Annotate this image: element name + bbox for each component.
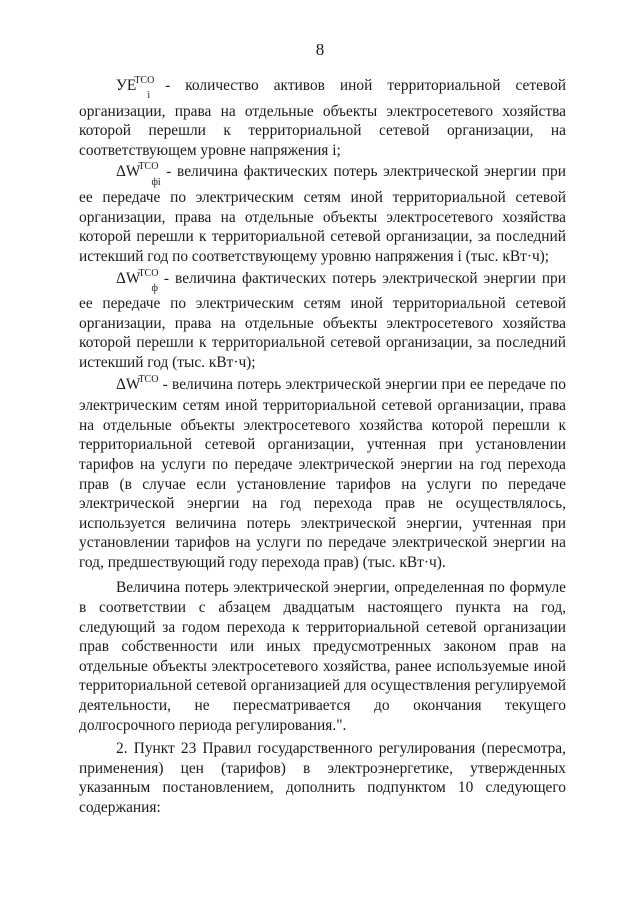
formula-symbol: [116, 75, 155, 102]
symbol-superscript: ТСО: [134, 75, 155, 86]
symbol-base: УЕ: [116, 77, 137, 94]
symbol-base: ΔW: [116, 269, 141, 287]
definition-text: - величина фактических потерь электрической энергии при ее передаче по электрическим сетям иной территориальной сетевой организации, права на отдельные объекты электросетевого хозяйства которой перешли к территориальной сетевой организации, за последний истекший год (тыс. кВт·ч);: [79, 269, 566, 371]
definition-text: - величина потерь электрической энергии при ее передаче по электрическим сетям иной территориальной сетевой организации, права на отдельные объекты электросетевого хозяйства которой перешли к территориальной сетевой организации, учтенная при установлении тарифов на услуги по передаче электрической энергии на год перехода прав (в случае если установление тарифов на услуги по передаче электрической энергии на год перехода прав не осуществлялось, используется величина потерь электрической энергии, учтенная при установлении тарифов на услуги по передаче электрической энергии на год, предшествующий году перехода прав) (тыс. кВт·ч).: [79, 375, 566, 571]
definition-dw-tso: [79, 375, 566, 573]
symbol-superscript: ТСО: [138, 373, 159, 385]
symbol-superscript: ТСО: [138, 267, 159, 279]
paragraph-item-2: 2. Пункт 23 Правил государственного регулирования (пересмотра, применения) цен (тарифов) в электроэнергетике, утвержденных указанным постановлением, дополнить подпунктом 10 следующего содержания:: [79, 740, 566, 817]
definition-text: - количество активов иной территориальной сетевой организации, права на отдельные объекты электросетевого хозяйства которой перешли к территориальной сетевой организации, на соответствующем уровне напряжения i;: [79, 77, 566, 159]
definition-dw-f-tso: [79, 269, 566, 373]
paragraph-loss-value: Величина потерь электрической энергии, определенная по формуле в соответствии с абзацем двадцатым настоящего пункта на год, следующий за годом перехода к территориальной сетевой организации прав собственности или иных предусмотренных законом прав на отдельные объекты электросетевого хозяйства, ранее используемые иной территориальной сетевой организацией для осуществления регулируемой деятельности, не пересматривается до окончания текущего долгосрочного периода регулирования.".: [79, 579, 566, 734]
definition-text: - величина фактических потерь электрической энергии при ее передаче по электрическим сетям иной территориальной сетевой организации, права на отдельные объекты электросетевого хозяйства которой перешли к территориальной сетевой организации, за последний истекший год по соответствующему уровню напряжения i (тыс. кВт·ч);: [79, 163, 566, 265]
formula-symbol: [116, 373, 159, 393]
formula-symbol: [116, 267, 159, 294]
page-number: 8: [315, 40, 325, 59]
symbol-base: ΔW: [116, 375, 141, 393]
definition-dw-fi-tso: [79, 162, 566, 266]
symbol-subscript: ф: [151, 282, 158, 294]
document-body: [79, 76, 566, 818]
symbol-subscript: i: [147, 90, 151, 102]
symbol-base: ΔW: [116, 163, 141, 181]
definition-ue-tso: [79, 76, 566, 160]
symbol-superscript: ТСО: [138, 161, 159, 173]
symbol-subscript: фi: [151, 176, 161, 188]
formula-symbol: [116, 161, 161, 188]
